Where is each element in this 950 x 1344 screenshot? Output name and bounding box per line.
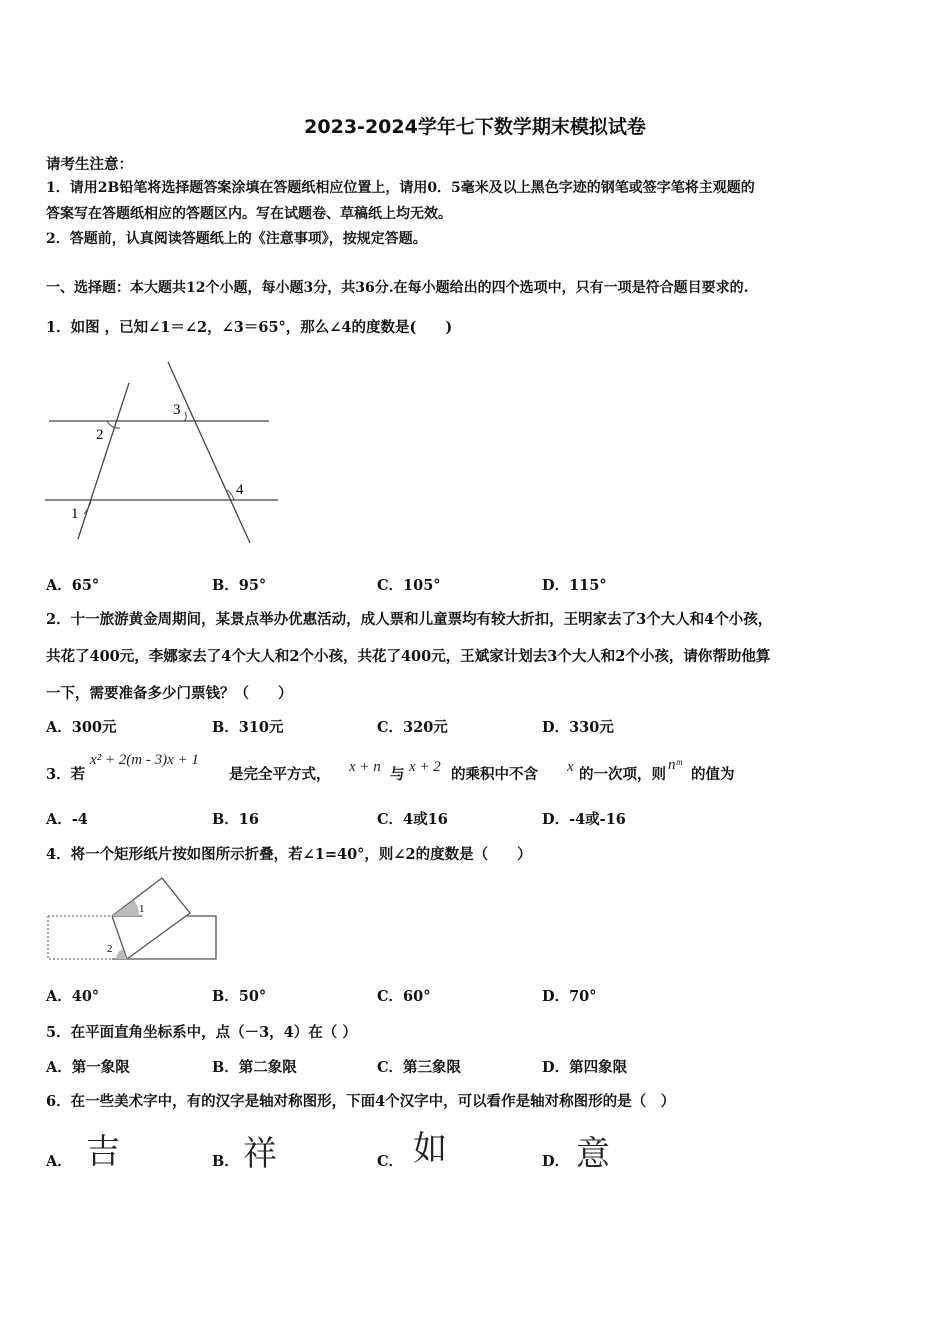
q3-prefix: 3．若 xyxy=(46,766,86,783)
q4-option-d[interactable]: D．70° xyxy=(542,988,597,1005)
q6-option-c-character[interactable]: 如 xyxy=(413,1129,447,1169)
q3-text-product: 的乘积中不含 xyxy=(451,766,538,783)
q4-rectangle-right-part xyxy=(112,916,216,959)
q4-option-a[interactable]: A．40° xyxy=(46,988,100,1005)
q1-label-3: 3 xyxy=(173,402,181,418)
q6-option-d-letter[interactable]: D． xyxy=(542,1153,570,1170)
notice-line-1: 1．请用2B铅笔将选择题答案涂填在答题纸相应位置上，请用0．5毫米及以上黑色字迹的钢笔或签字笔将主观题的 xyxy=(46,180,755,196)
q1-angle-2-arc xyxy=(107,421,120,428)
notice-heading: 请考生注意： xyxy=(46,156,133,173)
q6-option-b-letter[interactable]: B． xyxy=(212,1153,239,1170)
q5-option-c[interactable]: C．第三象限 xyxy=(377,1059,462,1076)
q3-option-b[interactable]: B．16 xyxy=(212,811,259,828)
q6-option-d-character[interactable]: 意 xyxy=(576,1134,610,1174)
q1-label-2: 2 xyxy=(96,427,104,443)
q4-figure xyxy=(44,873,224,965)
q3-expression-x-plus-n: x + n xyxy=(349,759,381,775)
q3-expression-x-plus-2: x + 2 xyxy=(409,759,441,775)
q1-option-d[interactable]: D．115° xyxy=(542,577,607,594)
q4-label-2: 2 xyxy=(107,943,113,955)
q1-left-transversal xyxy=(78,383,129,539)
q2-line-1: 2．十一旅游黄金周期间，某景点举办优惠活动，成人票和儿童票均有较大折扣，王明家去了3个大人和4个小孩， xyxy=(46,611,773,628)
q6-option-c-letter[interactable]: C． xyxy=(377,1153,404,1170)
q4-stem: 4．将一个矩形纸片按如图所示折叠，若∠1=40°，则∠2的度数是（ ） xyxy=(46,846,532,863)
q1-figure xyxy=(40,355,290,550)
q2-line-2: 共花了400元，李娜家去了4个大人和2个小孩，共花了400元，王斌家计划去3个大人和2个小孩，请你帮助他算 xyxy=(46,648,771,665)
q3-option-c[interactable]: C．4或16 xyxy=(377,811,448,828)
q5-option-b[interactable]: B．第二象限 xyxy=(212,1059,297,1076)
q4-label-1: 1 xyxy=(139,903,145,915)
q3-option-a[interactable]: A．-4 xyxy=(46,811,88,828)
page-title: 2023-2024学年七下数学期末模拟试卷 xyxy=(304,116,646,138)
notice-line-2: 答案写在答题纸相应的答题区内。写在试题卷、草稿纸上均无效。 xyxy=(46,206,452,222)
q5-option-d[interactable]: D．第四象限 xyxy=(542,1059,628,1076)
q3-text-and: 与 xyxy=(390,766,405,783)
q6-option-a-letter[interactable]: A． xyxy=(46,1153,72,1170)
q1-option-b[interactable]: B．95° xyxy=(212,577,267,594)
q4-option-b[interactable]: B．50° xyxy=(212,988,267,1005)
q1-option-c[interactable]: C．105° xyxy=(377,577,441,594)
q3-option-d[interactable]: D．-4或-16 xyxy=(542,811,626,828)
q2-option-c[interactable]: C．320元 xyxy=(377,719,448,736)
q1-right-transversal xyxy=(168,362,250,543)
q6-stem: 6．在一些美术字中，有的汉字是轴对称图形，下面4个汉字中，可以看作是轴对称图形的是（ ） xyxy=(46,1093,676,1110)
q2-option-a[interactable]: A．300元 xyxy=(46,719,117,736)
q2-line-3: 一下，需要准备多少门票钱？（ ） xyxy=(46,685,293,702)
q1-label-4: 4 xyxy=(236,482,244,498)
q1-label-1: 1 xyxy=(71,506,79,522)
q1-angle-3-arc xyxy=(184,412,186,421)
q5-option-a[interactable]: A．第一象限 xyxy=(46,1059,130,1076)
q1-stem: 1．如图 ，已知∠1＝∠2，∠3＝65°，那么∠4的度数是( ) xyxy=(46,319,453,336)
q4-option-c[interactable]: C．60° xyxy=(377,988,431,1005)
q6-option-b-character[interactable]: 祥 xyxy=(243,1134,277,1174)
q3-expression-square: x² + 2(m - 3)x + 1 xyxy=(90,752,199,768)
q1-option-a[interactable]: A．65° xyxy=(46,577,100,594)
q2-option-d[interactable]: D．330元 xyxy=(542,719,614,736)
q2-option-b[interactable]: B．310元 xyxy=(212,719,284,736)
section-heading: 一、选择题：本大题共12个小题，每小题3分，共36分.在每小题给出的四个选项中，只有一项是符合题目要求的. xyxy=(46,280,749,296)
q4-folded-flap xyxy=(112,878,190,959)
q6-option-a-character[interactable]: 吉 xyxy=(86,1132,120,1172)
q3-text-complete-square: 是完全平方式， xyxy=(229,766,331,783)
q4-dotted-left-edge xyxy=(48,916,112,959)
q3-expression-x: x xyxy=(567,759,574,775)
q4-angle-1-shading xyxy=(112,900,139,916)
q3-expression-n-power-m: nᵐ xyxy=(668,757,682,773)
q3-text-value: 的值为 xyxy=(691,766,735,783)
q5-stem: 5．在平面直角坐标系中，点（－3，4）在（ ） xyxy=(46,1024,357,1041)
notice-line-3: 2．答题前，认真阅读答题纸上的《注意事项》，按规定答题。 xyxy=(46,231,427,247)
q3-text-linear-term: 的一次项，则 xyxy=(579,766,666,783)
